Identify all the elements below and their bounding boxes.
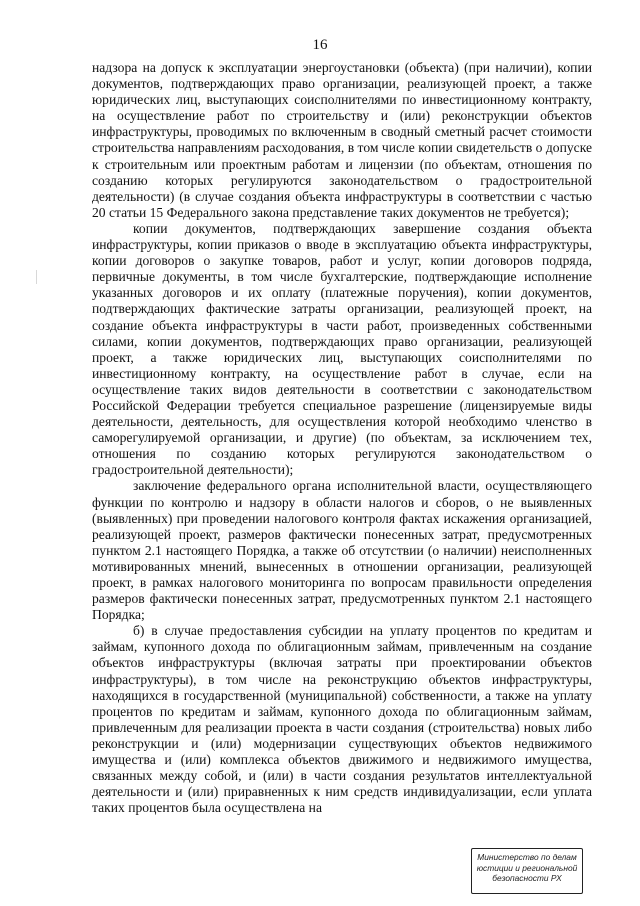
ministry-stamp — [471, 848, 583, 894]
document-body — [92, 60, 592, 816]
stamp-line-2: юстиции и региональной — [476, 862, 578, 873]
paragraph-completion-documents: копии документов, подтверждающих завершение создания объекта инфраструктуры, копии приказов о вводе в эксплуатацию объекта инфраструктуры, копии договоров о закупке товаров, работ и услуг, копии договоров подряда, первичные документы, в том числе бухгалтерские, подтверждающие исполнение указанных договоров и их оплату (платежные поручения), копии документов, подтверждающих фактические затраты организации, реализующей проект, на создание объекта инфраструктуры в части работ, произведенных собственными силами, копии документов, подтверждающих право организации, реализующей проект, а также юридических лиц, выступающих соисполнителями по инвестиционному контракту, на осуществление работ в случае, если на осуществление таких видов деятельности в соответствии с законодательством Российской Федерации требуется специальное разрешение (лицензируемые виды деятельности, деятельность, для осуществления которой необходимо членство в саморегулируемой организации, и другие) (по объектам, за исключением тех, отношения по созданию которых регулируются законодательством о градостроительной деятельности); — [92, 220, 592, 478]
stamp-line-1: Министерство по делам — [477, 852, 577, 862]
stamp-line-3: безопасности РХ — [492, 873, 562, 884]
page-number: 16 — [312, 37, 328, 53]
paragraph-subsidy-interest: б) в случае предоставления субсидии на уплату процентов по кредитам и займам, купонного дохода по облигационным займам, привлеченным на создание объектов инфраструктуры (включая затраты при проектировании объектов инфраструктуры), в том числе на реконструкцию объектов инфраструктуры, находящихся в государственной (муниципальной) собственности, а также на уплату процентов по кредитам и займам, купонного дохода по облигационным займам, привлеченным для реализации проекта в части создания (строительства) новых либо реконструкции и (или) модернизации существующих объектов недвижимого имущества и (или) комплекса объектов движимого и недвижимого имущества, связанных между собой, и (или) в части создания результатов интеллектуальной деятельности и (или) приравненных к ним средств индивидуализации, если уплата таких процентов была осуществлена на — [92, 623, 592, 816]
paragraph-tax-authority-conclusion: заключение федерального органа исполнительной власти, осуществляющего функции по контролю и надзору в области налогов и сборов, о не выявленных (выявленных) при проведении налогового контроля фактах искажения организацией, реализующей проект, размеров фактически понесенных затрат, предусмотренных пунктом 2.1 настоящего Порядка, а также об отсутствии (о наличии) неисполненных мотивированных мнений, вынесенных в отношении организации, реализующей проект, в рамках налогового мониторинга по вопросам правильности определения размеров фактически понесенных затрат, предусмотренных пунктом 2.1 настоящего Порядка; — [92, 478, 592, 623]
margin-mark — [36, 270, 37, 284]
paragraph-continuation: надзора на допуск к эксплуатации энергоустановки (объекта) (при наличии), копии документов, подтверждающих право организации, реализующей проект, а также юридических лиц, выступающих соисполнителями по инвестиционному контракту, на осуществление работ по строительству и (или) реконструкции объектов инфраструктуры, проводимых по включенным в сводный сметный расчет стоимости строительства направлениям расходования, в том числе копии свидетельств о допуске к строительным или проектным работам и лицензии (по объектам, отношения по созданию которых регулируются законодательством о градостроительной деятельности) (в случае создания объекта инфраструктуры в соответствии с частью 20 статьи 15 Федерального закона представление таких документов не требуется); — [92, 60, 592, 220]
